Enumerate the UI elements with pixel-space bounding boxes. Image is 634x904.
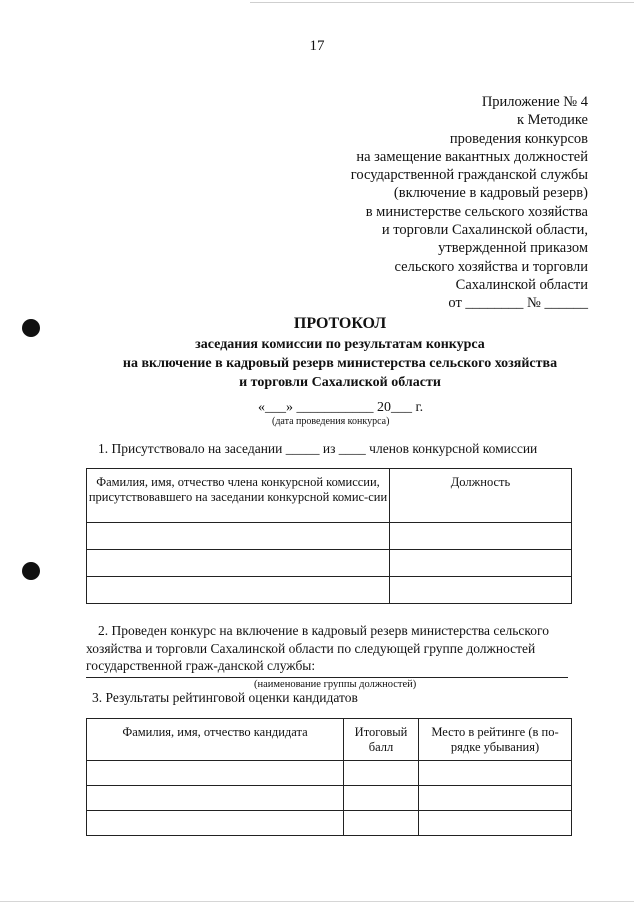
table-row xyxy=(87,523,572,550)
table-header-row xyxy=(87,469,572,523)
appendix-line: на замещение вакантных должностей xyxy=(356,148,588,165)
table-row xyxy=(87,811,572,836)
candidates-rating-table xyxy=(86,718,572,836)
date-line: «___» ___________ 20___ г. xyxy=(258,400,424,415)
subtitle-line: на включение в кадровый резерв министерства сельского хозяйства xyxy=(122,356,558,371)
page-number: 17 xyxy=(309,38,325,54)
group-caption: (наименование группы должностей) xyxy=(254,679,417,690)
appendix-line: и торговли Сахалинской области, xyxy=(381,222,588,239)
table-row xyxy=(87,786,572,811)
table-row xyxy=(87,550,572,577)
document-subtitle xyxy=(60,335,620,392)
appendix-header xyxy=(258,93,588,313)
document-title: ПРОТОКОЛ xyxy=(293,315,387,332)
item-1-attendance: 1. Присутствовало на заседании _____ из ____ членов конкурсной комиссии xyxy=(98,441,538,456)
item-2-competition: 2. Проведен конкурс на включение в кадровый резерв министерства сельского хозяйства и торговли Сахалинской области по следующей группе должностей государственной граж-данской службы: xyxy=(86,623,549,673)
subtitle-line: и торговли Сахалиской области xyxy=(239,375,441,390)
header-total-score: Итоговый балл xyxy=(344,719,419,761)
table-row xyxy=(87,761,572,786)
header-rating-place: Место в рейтинге (в по-рядке убывания) xyxy=(419,719,572,761)
punch-hole-icon xyxy=(22,562,40,580)
appendix-line: Приложение № 4 xyxy=(481,94,588,110)
appendix-line: утвержденной приказом xyxy=(438,240,588,257)
commission-members-table xyxy=(86,468,572,604)
scan-edge-top xyxy=(250,2,634,3)
header-candidate-name: Фамилия, имя, отчество кандидата xyxy=(87,719,344,761)
appendix-line: к Методике xyxy=(516,112,588,129)
appendix-line: государственной гражданской службы xyxy=(350,167,588,184)
appendix-line: сельского хозяйства и торговли xyxy=(394,258,588,275)
date-caption: (дата проведения конкурса) xyxy=(272,416,390,427)
subtitle-line: заседания комиссии по результатам конкурса xyxy=(195,337,485,352)
punch-hole-icon xyxy=(22,319,40,337)
appendix-line: Сахалинской области xyxy=(455,276,588,293)
table-header-row xyxy=(87,719,572,761)
header-member-name: Фамилия, имя, отчество члена конкурсной комиссии, присутствовавшего на заседании конкурсной комис-сии xyxy=(87,469,390,523)
appendix-line: в министерстве сельского хозяйства xyxy=(365,203,588,220)
header-position: Должность xyxy=(390,469,572,523)
scan-edge-bottom xyxy=(0,901,634,902)
appendix-line: (включение в кадровый резерв) xyxy=(393,185,588,202)
appendix-line: от ________ № ______ xyxy=(448,295,588,312)
item-3-rating: 3. Результаты рейтинговой оценки кандидатов xyxy=(92,690,358,705)
appendix-line: проведения конкурсов xyxy=(449,130,588,147)
table-row xyxy=(87,577,572,604)
group-name-line xyxy=(86,677,568,678)
